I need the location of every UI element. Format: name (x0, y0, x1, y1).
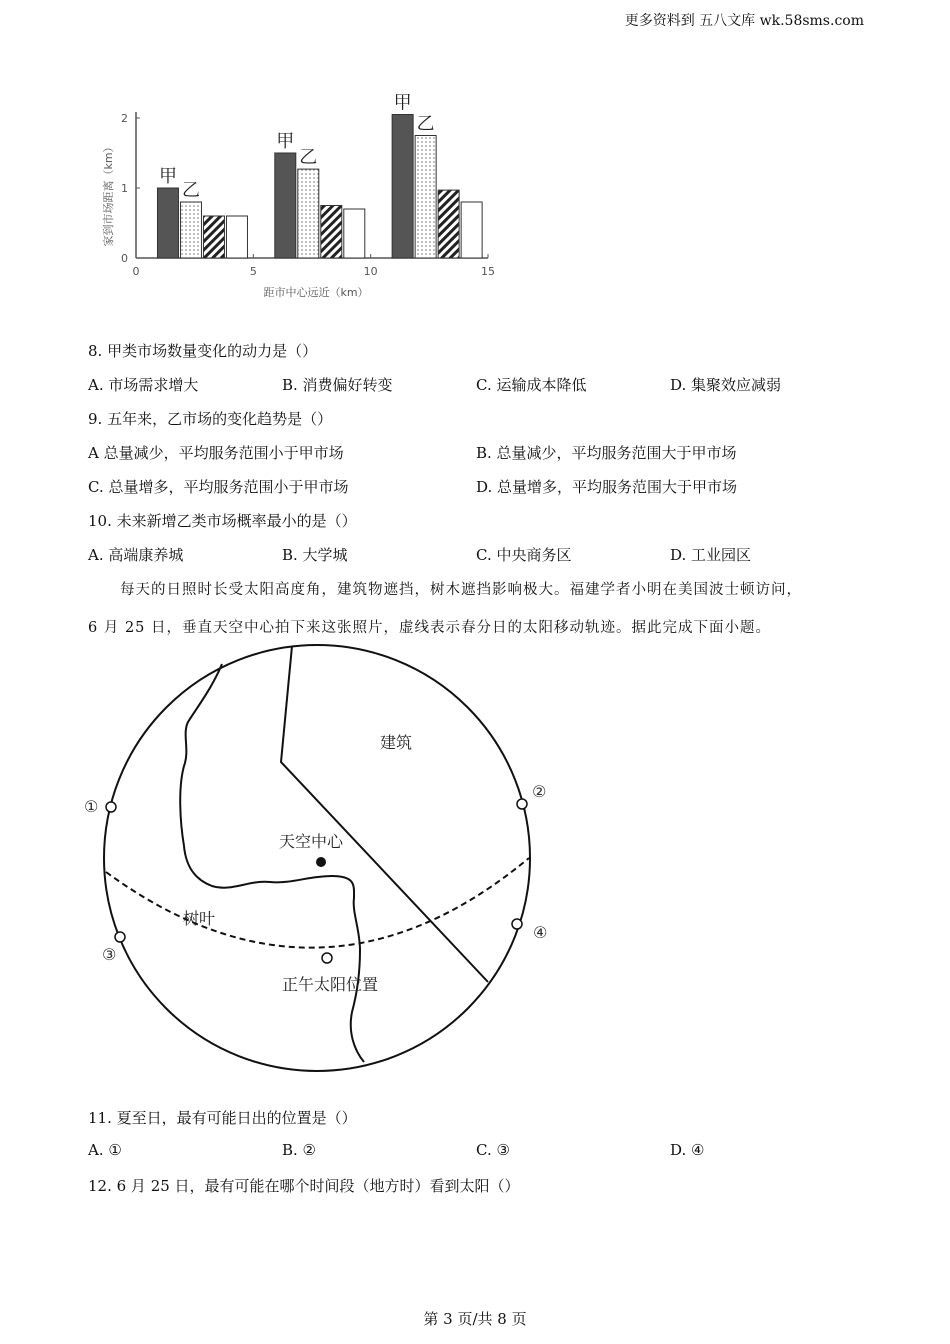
point-2-label: ② (532, 782, 547, 801)
bar-white (344, 209, 365, 258)
page-footer: 第 3 页/共 8 页 (423, 1310, 527, 1328)
passage-line-1: 每天的日照时长受太阳高度角，建筑物遮挡，树木遮挡影响极大。福建学者小明在美国波士顿访问， (120, 582, 802, 598)
leaves-label: 树叶 (183, 909, 216, 928)
y-tick-label: 1 (121, 182, 128, 195)
question-8-stem: 8. 甲类市场数量变化的动力是（） (88, 342, 318, 360)
q8-option-b[interactable]: B. 消费偏好转变 (282, 376, 393, 394)
sun-point-2 (517, 799, 527, 809)
bar-jia (392, 115, 413, 259)
q8-option-a[interactable]: A. 市场需求增大 (88, 376, 199, 394)
y-tick-label: 2 (121, 112, 128, 125)
q9-option-a[interactable]: A 总量减少，平均服务范围小于甲市场 (88, 444, 344, 462)
bar-yi (298, 169, 319, 258)
sky-circle (104, 645, 530, 1071)
bar-jia (157, 188, 178, 258)
bar-label-jia: 甲 (158, 166, 177, 187)
q8-option-d[interactable]: D. 集聚效应减弱 (670, 376, 782, 394)
point-1-label: ① (84, 797, 99, 816)
q10-option-a[interactable]: A. 高端康养城 (88, 546, 184, 564)
sky-center-dot (316, 857, 326, 867)
watermark-header: 更多资料到 五八文库 wk.58sms.com (624, 13, 864, 29)
x-tick-label: 15 (481, 265, 495, 278)
sun-point-4 (512, 919, 522, 929)
x-tick-label: 5 (249, 265, 257, 278)
bar-yi (415, 136, 436, 259)
question-12-stem: 12. 6 月 25 日，最有可能在哪个时间段（地方时）看到太阳（） (88, 1177, 520, 1195)
bar-label-jia: 甲 (393, 92, 412, 114)
y-tick-label: 0 (121, 252, 128, 265)
bar-label-yi: 乙 (416, 113, 435, 135)
q9-option-b[interactable]: B. 总量减少，平均服务范围大于甲市场 (476, 444, 737, 462)
bar-label-yi: 乙 (181, 180, 200, 201)
point-3-label: ③ (102, 945, 117, 964)
bar-white (461, 202, 482, 258)
bar-hatched (203, 216, 224, 258)
bar-yi (180, 202, 201, 258)
tree-outline (180, 664, 364, 1062)
q11-option-a[interactable]: A. ① (88, 1141, 122, 1159)
q11-option-b[interactable]: B. ② (282, 1141, 317, 1159)
sun-point-1 (106, 802, 116, 812)
x-axis-label: 距市中心远近（km） (263, 286, 369, 299)
bar-white (226, 216, 247, 258)
question-11-stem: 11. 夏至日，最有可能日出的位置是（） (88, 1109, 357, 1127)
q11-option-c[interactable]: C. ③ (476, 1141, 510, 1159)
q10-option-c[interactable]: C. 中央商务区 (476, 546, 572, 564)
bar-jia (275, 153, 296, 258)
bar-label-jia: 甲 (276, 131, 295, 152)
question-9-stem: 9. 五年来，乙市场的变化趋势是（） (88, 410, 333, 428)
question-10-stem: 10. 未来新增乙类市场概率最小的是（） (88, 512, 357, 530)
noon-sun-point (322, 953, 332, 963)
q10-option-d[interactable]: D. 工业园区 (670, 546, 752, 564)
q11-option-d[interactable]: D. ④ (670, 1141, 705, 1159)
passage-line-2: 6 月 25 日，垂直天空中心拍下来这张照片，虚线表示春分日的太阳移动轨迹。据此完成下面小题。 (88, 620, 771, 636)
sky-center-diagram (82, 640, 562, 1080)
equinox-sun-path (106, 858, 529, 948)
building-label: 建筑 (380, 733, 413, 752)
sky-center-label: 天空中心 (279, 832, 344, 851)
point-4-label: ④ (533, 923, 548, 942)
q9-option-d[interactable]: D. 总量增多，平均服务范围大于甲市场 (476, 478, 738, 496)
q10-option-b[interactable]: B. 大学城 (282, 546, 348, 564)
q8-option-c[interactable]: C. 运输成本降低 (476, 376, 587, 394)
noon-sun-label: 正午太阳位置 (282, 975, 379, 994)
q9-option-c[interactable]: C. 总量增多，平均服务范围小于甲市场 (88, 478, 349, 496)
x-tick-label: 0 (132, 265, 140, 278)
y-axis-label: 家到市场距离（km） (102, 141, 115, 247)
x-tick-label: 10 (363, 265, 378, 278)
sun-point-3 (115, 932, 125, 942)
bar-label-yi: 乙 (299, 147, 318, 169)
bar-hatched (438, 190, 459, 258)
market-distance-chart (96, 84, 506, 304)
bar-hatched (321, 206, 342, 259)
